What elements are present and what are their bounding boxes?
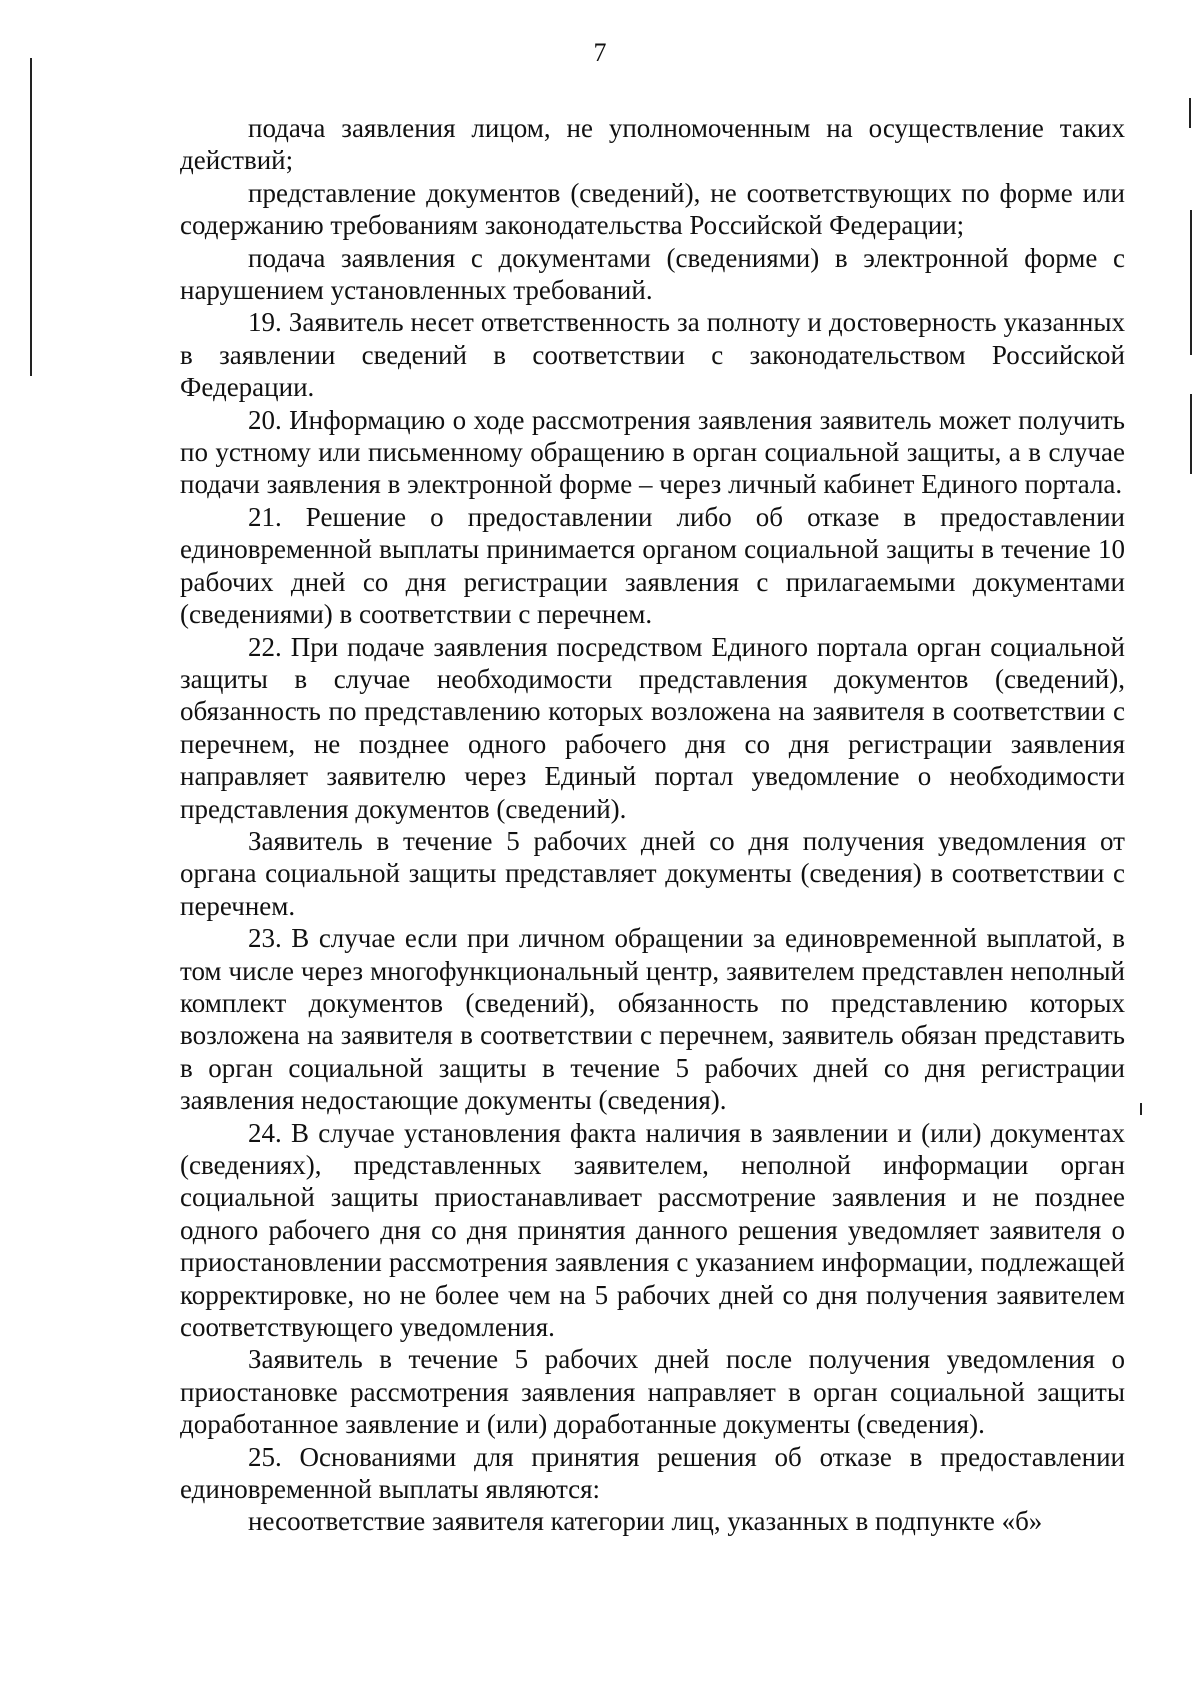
scan-margin-line-right-middle — [1190, 210, 1192, 355]
document-body — [180, 112, 1125, 1538]
paragraph: 24. В случае установления факта наличия в заявлении и (или) документах (сведениях), представленных заявителем, неполной информации орган социальной защиты приостанавливает рассмотрение заявления и не позднее одного рабочего дня со дня принятия данного решения уведомляет заявителя о приостановлении рассмотрения заявления с указанием информации, подлежащей корректировке, но не более чем на 5 рабочих дней со дня получения заявителем соответствующего уведомления. — [180, 1117, 1125, 1343]
paragraph: 19. Заявитель несет ответственность за полноту и достоверность указанных в заявлении сведений в соответствии с законодательством Российской Федерации. — [180, 307, 1125, 403]
paragraph: 23. В случае если при личном обращении за единовременной выплатой, в том числе через многофункциональный центр, заявителем представлен неполный комплект документов (сведений), обязанность по представлению которых возложена на заявителя в соответствии с перечнем, заявитель обязан представить в орган социальной защиты в течение 5 рабочих дней со дня регистрации заявления недостающие документы (сведения). — [180, 923, 1125, 1116]
paragraph: несоответствие заявителя категории лиц, указанных в подпункте «б» — [248, 1506, 1043, 1537]
paragraph: Заявитель в течение 5 рабочих дней со дня получения уведомления от органа социальной защиты представляет документы (сведения) в соответствии с перечнем. — [180, 825, 1125, 921]
page-number: 7 — [593, 38, 607, 67]
scan-margin-line-left — [30, 58, 32, 376]
paragraph: Заявитель в течение 5 рабочих дней после получения уведомления о приостановке рассмотрения заявления направляет в орган социальной защиты доработанное заявление и (или) доработанные документы (сведения). — [180, 1344, 1125, 1440]
paragraph: 20. Информацию о ходе рассмотрения заявления заявитель может получить по устному или письменному обращению в орган социальной защиты, а в случае подачи заявления в электронной форме – через личный кабинет Единого портала. — [180, 404, 1125, 500]
scan-margin-line-right-lower — [1190, 394, 1192, 474]
paragraph: 25. Основаниями для принятия решения об отказе в предоставлении единовременной выплаты являются: — [180, 1441, 1125, 1505]
paragraph: 21. Решение о предоставлении либо об отказе в предоставлении единовременной выплаты принимается органом социальной защиты в течение 10 рабочих дней со дня регистрации заявления с прилагаемыми документами (сведениями) в соответствии с перечнем. — [180, 501, 1125, 630]
paragraph: 22. При подаче заявления посредством Единого портала орган социальной защиты в случае необходимости представления документов (сведений), обязанность по представлению которых возложена на заявителя в соответствии с перечнем, не позднее одного рабочего дня со дня регистрации заявления направляет заявителю через Единый портал уведомление о необходимости представления документов (сведений). — [180, 631, 1125, 824]
paragraph: подача заявления лицом, не уполномоченным на осуществление таких действий; — [180, 113, 1125, 176]
scan-margin-tick — [1140, 1103, 1142, 1115]
scan-margin-line-right-top — [1189, 98, 1191, 128]
paragraph: представление документов (сведений), не соответствующих по форме или содержанию требованиям законодательства Российской Федерации; — [180, 177, 1125, 241]
paragraph: подача заявления с документами (сведениями) в электронной форме с нарушением установленных требований. — [180, 242, 1125, 306]
